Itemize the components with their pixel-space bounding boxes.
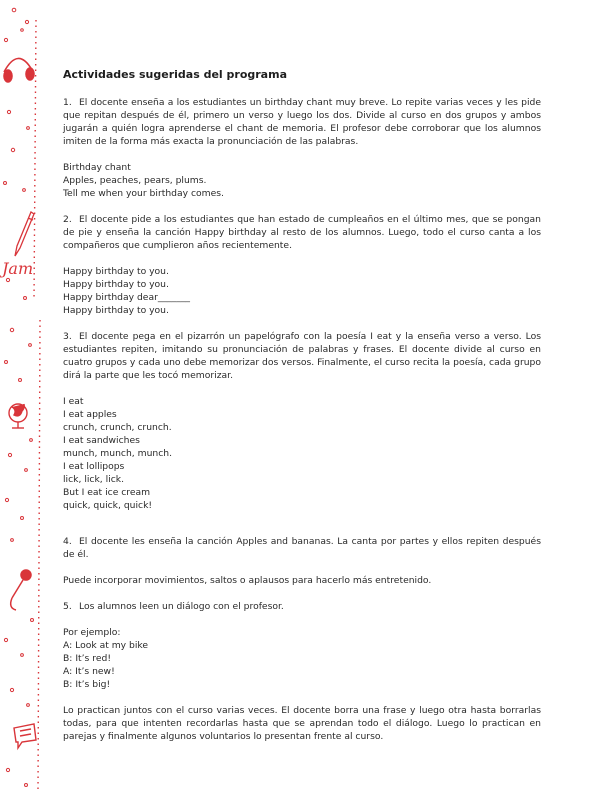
activity-5-closing: Lo practican juntos con el curso varias veces. El docente borra una frase y luego otra hasta borrarlas todas, para que intenten recordarlas hasta que se aprendan todo el diálogo. Luego lo practican en parejas y finalmente algunos voluntarios lo presentan frente al curso. [63,705,541,742]
dialogue-line: A: It’s new! [63,666,115,677]
speech-bubble-icon [14,724,36,748]
globe-icon [9,404,27,428]
activity-text: El docente enseña a los estudiantes un birthday chant muy breve. Lo repite varias veces y les pide que repitan después de él, primero un verso y luego los dos. Divide al curso en dos grupos y ambos jugarán a quién logra aprenderse el chant de memoria. El profesor debe corroborar que los alumnos imiten de la forma más exacta la pronunciación de las palabras. [63,97,541,147]
poem-line: I eat apples [63,409,117,420]
poem-line: But I eat ice cream [63,487,151,498]
poem-line: munch, munch, munch. [63,448,173,459]
activity-3 [63,330,541,382]
activity-2 [63,213,541,252]
example-label: Por ejemplo: [63,627,121,638]
headphones-icon [4,58,34,82]
poem-line: I eat lollipops [63,461,125,472]
poem-line: lick, lick, lick. [63,474,125,485]
activity-number: 1. [63,97,72,108]
birthday-chant [63,161,541,200]
dialogue-line: B: It’s big! [63,679,111,690]
activity-number: 4. [63,536,72,547]
jam-doodle-icon [0,259,33,278]
song-line: Happy birthday to you. [63,279,169,290]
poem-line: crunch, crunch, crunch. [63,422,172,433]
document-body [63,68,541,756]
activity-4-extra: Puede incorporar movimientos, saltos o aplausos para hacerlo más entretenido. [63,575,432,586]
activity-5 [63,600,541,613]
song-line: Happy birthday dear_______ [63,292,191,303]
activity-number: 2. [63,214,72,225]
chant-line: Birthday chant [63,162,131,173]
svg-text:Jam: Jam [2,259,34,278]
activity-text: El docente les enseña la canción Apples and bananas. La canta por partes y ellos repiten después de él. [63,536,541,560]
chant-line: Apples, peaches, pears, plums. [63,175,207,186]
activity-text: El docente pega en el pizarrón un papelógrafo con la poesía I eat y la enseña verso a verso. Los estudiantes repiten, imitando su pronunciación de palabras y frases. El docente divide al curso en cuatro grupos y cada uno debe memorizar dos versos. Finalmente, el curso recita la poesía, cada grupo dirá la parte que les tocó memorizar. [63,331,541,381]
song-line: Happy birthday to you. [63,305,169,316]
dialogue-example [63,626,541,691]
activity-1 [63,96,541,148]
poem-line: I eat [63,396,84,407]
poem-line: I eat sandwiches [63,435,140,446]
pencil-icon [15,212,34,256]
poem-line: quick, quick, quick! [63,500,153,511]
activity-number: 3. [63,331,72,342]
activity-text: El docente pide a los estudiantes que han estado de cumpleaños en el último mes, que se pongan de pie y enseña la canción Happy birthday al resto de los alumnos. Luego, todo el curso canta a los compañeros que cumplieron años recientemente. [63,214,541,251]
microphone-icon [11,570,31,610]
song-line: Happy birthday to you. [63,266,169,277]
dialogue-line: A: Look at my bike [63,640,149,651]
i-eat-poem [63,395,541,512]
page-title: Actividades sugeridas del programa [63,68,287,81]
activity-text: Los alumnos leen un diálogo con el profesor. [79,601,284,612]
dialogue-line: B: It’s red! [63,653,112,664]
chant-line: Tell me when your birthday comes. [63,188,224,199]
birthday-song [63,265,541,317]
activity-4 [63,535,541,561]
activity-number: 5. [63,601,72,612]
margin-decoration [0,0,50,800]
